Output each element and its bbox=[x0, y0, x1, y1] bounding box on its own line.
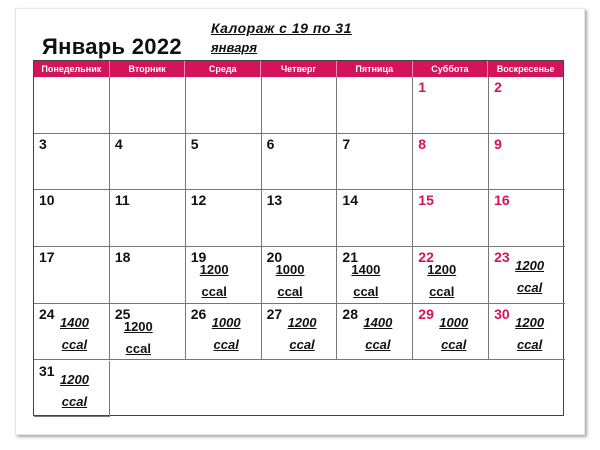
weekday-header: Четверг bbox=[261, 61, 337, 77]
calorie-value: 1000 bbox=[275, 262, 305, 278]
weekday-header: Среда bbox=[185, 61, 261, 77]
weekday-header-row bbox=[34, 61, 563, 77]
day-number: 5 bbox=[190, 135, 199, 152]
day-number: 26 bbox=[190, 305, 207, 322]
calorie-entry bbox=[60, 369, 89, 413]
calendar-title: Январь 2022 bbox=[42, 34, 182, 59]
day-number: 15 bbox=[418, 192, 434, 209]
day-number: 12 bbox=[190, 192, 207, 209]
day-cell[interactable] bbox=[34, 361, 110, 418]
day-number: 18 bbox=[114, 249, 131, 266]
day-number: 20 bbox=[266, 249, 283, 266]
day-number: 23 bbox=[494, 249, 510, 266]
calorie-note-line-2: января bbox=[211, 40, 258, 55]
day-cell[interactable] bbox=[262, 247, 338, 304]
day-cell[interactable] bbox=[262, 77, 338, 134]
day-cell[interactable] bbox=[489, 304, 565, 361]
day-cell[interactable] bbox=[186, 134, 262, 191]
calorie-value: 1400 bbox=[60, 314, 89, 330]
day-number: 14 bbox=[342, 192, 358, 209]
calorie-unit: ccal bbox=[516, 280, 543, 296]
day-cell[interactable] bbox=[110, 134, 186, 191]
day-number: 24 bbox=[39, 305, 55, 322]
day-cell[interactable] bbox=[110, 304, 186, 361]
calorie-entry bbox=[124, 316, 153, 360]
calorie-unit: ccal bbox=[441, 336, 467, 352]
day-cell[interactable] bbox=[186, 77, 262, 134]
day-number: 25 bbox=[114, 305, 131, 322]
calorie-unit: ccal bbox=[429, 284, 455, 300]
day-cell[interactable] bbox=[34, 190, 110, 247]
calorie-value: 1200 bbox=[60, 371, 89, 387]
day-number: 10 bbox=[39, 192, 55, 209]
day-cell[interactable] bbox=[337, 134, 413, 191]
day-number: 13 bbox=[266, 192, 283, 209]
calorie-entry bbox=[60, 312, 89, 356]
day-cell[interactable] bbox=[110, 247, 186, 304]
weekday-header: Воскресенье bbox=[496, 64, 555, 74]
calorie-value: 1000 bbox=[439, 314, 469, 330]
calorie-entry bbox=[351, 259, 380, 303]
calorie-unit: ccal bbox=[353, 284, 379, 300]
calorie-unit: ccal bbox=[289, 336, 315, 352]
day-cell[interactable] bbox=[110, 77, 186, 134]
weekday-header: Пятница bbox=[337, 61, 413, 77]
day-number: 3 bbox=[39, 135, 47, 152]
day-number: 21 bbox=[342, 249, 358, 266]
day-cell[interactable] bbox=[489, 247, 565, 304]
day-cell[interactable] bbox=[262, 190, 338, 247]
day-cell[interactable] bbox=[413, 134, 489, 191]
calorie-value: 1200 bbox=[515, 314, 545, 330]
calorie-unit: ccal bbox=[277, 284, 303, 300]
day-number: 8 bbox=[418, 135, 427, 152]
day-number: 1 bbox=[418, 79, 427, 95]
day-number: 29 bbox=[418, 305, 434, 322]
day-cell[interactable] bbox=[337, 247, 413, 304]
calorie-entry bbox=[439, 312, 468, 356]
calorie-entry bbox=[276, 259, 305, 303]
calorie-unit: ccal bbox=[125, 340, 151, 356]
day-cell[interactable] bbox=[337, 190, 413, 247]
day-number: 28 bbox=[342, 305, 358, 322]
day-number: 27 bbox=[266, 305, 283, 322]
day-cell[interactable] bbox=[489, 134, 565, 191]
day-cell[interactable] bbox=[186, 304, 262, 361]
calorie-unit: ccal bbox=[365, 336, 391, 352]
day-cell[interactable] bbox=[34, 77, 110, 134]
calorie-value: 1400 bbox=[351, 262, 381, 278]
day-cell[interactable] bbox=[337, 304, 413, 361]
calorie-value: 1400 bbox=[363, 314, 393, 330]
calorie-value: 1200 bbox=[123, 318, 153, 334]
calorie-entry bbox=[363, 312, 392, 356]
day-number: 22 bbox=[418, 249, 434, 266]
day-cell[interactable] bbox=[489, 77, 565, 134]
day-cell[interactable] bbox=[186, 190, 262, 247]
day-number: 31 bbox=[39, 362, 55, 379]
calorie-entry bbox=[427, 259, 456, 303]
calorie-value: 1200 bbox=[199, 262, 229, 278]
day-cell[interactable] bbox=[413, 247, 489, 304]
day-cell[interactable] bbox=[413, 190, 489, 247]
calorie-unit: ccal bbox=[213, 336, 239, 352]
day-cell[interactable] bbox=[337, 77, 413, 134]
day-number: 4 bbox=[114, 135, 123, 152]
day-number: 17 bbox=[39, 249, 55, 266]
calorie-note-line-1: Калораж с 19 по 31 bbox=[211, 20, 352, 36]
day-cell[interactable] bbox=[110, 190, 186, 247]
calendar-grid bbox=[33, 60, 564, 416]
day-number: 11 bbox=[114, 192, 130, 209]
calorie-entry bbox=[200, 259, 229, 303]
calorie-unit: ccal bbox=[516, 336, 543, 352]
day-number: 6 bbox=[266, 135, 275, 152]
day-cell[interactable] bbox=[489, 190, 565, 247]
day-cell[interactable] bbox=[34, 304, 110, 361]
calorie-entry bbox=[515, 255, 544, 299]
weekday-header: Понедельник bbox=[34, 61, 110, 77]
day-cell[interactable] bbox=[413, 304, 489, 361]
weekday-header: Вторник bbox=[110, 61, 186, 77]
day-cell[interactable] bbox=[413, 77, 489, 134]
calorie-unit: ccal bbox=[201, 284, 227, 300]
day-number: 16 bbox=[494, 192, 510, 209]
day-number: 2 bbox=[494, 79, 502, 95]
day-cell[interactable] bbox=[34, 134, 110, 191]
calorie-value: 1200 bbox=[427, 262, 457, 278]
day-number: 30 bbox=[494, 305, 510, 322]
day-cell[interactable] bbox=[34, 247, 110, 304]
weekday-header: Суббота bbox=[413, 61, 489, 77]
calorie-entry bbox=[288, 312, 317, 356]
day-cell[interactable] bbox=[186, 247, 262, 304]
day-number: 19 bbox=[190, 249, 207, 266]
calorie-unit: ccal bbox=[61, 393, 88, 409]
calorie-unit: ccal bbox=[61, 336, 88, 352]
calorie-entry bbox=[212, 312, 241, 356]
day-number: 9 bbox=[494, 135, 502, 152]
calorie-value: 1000 bbox=[211, 314, 241, 330]
empty-tail-area bbox=[186, 361, 563, 418]
calorie-entry bbox=[515, 312, 544, 356]
day-cell[interactable] bbox=[262, 304, 338, 361]
calorie-value: 1200 bbox=[515, 258, 545, 274]
day-number: 7 bbox=[342, 135, 351, 152]
calorie-value: 1200 bbox=[287, 314, 317, 330]
day-cell[interactable] bbox=[262, 134, 338, 191]
